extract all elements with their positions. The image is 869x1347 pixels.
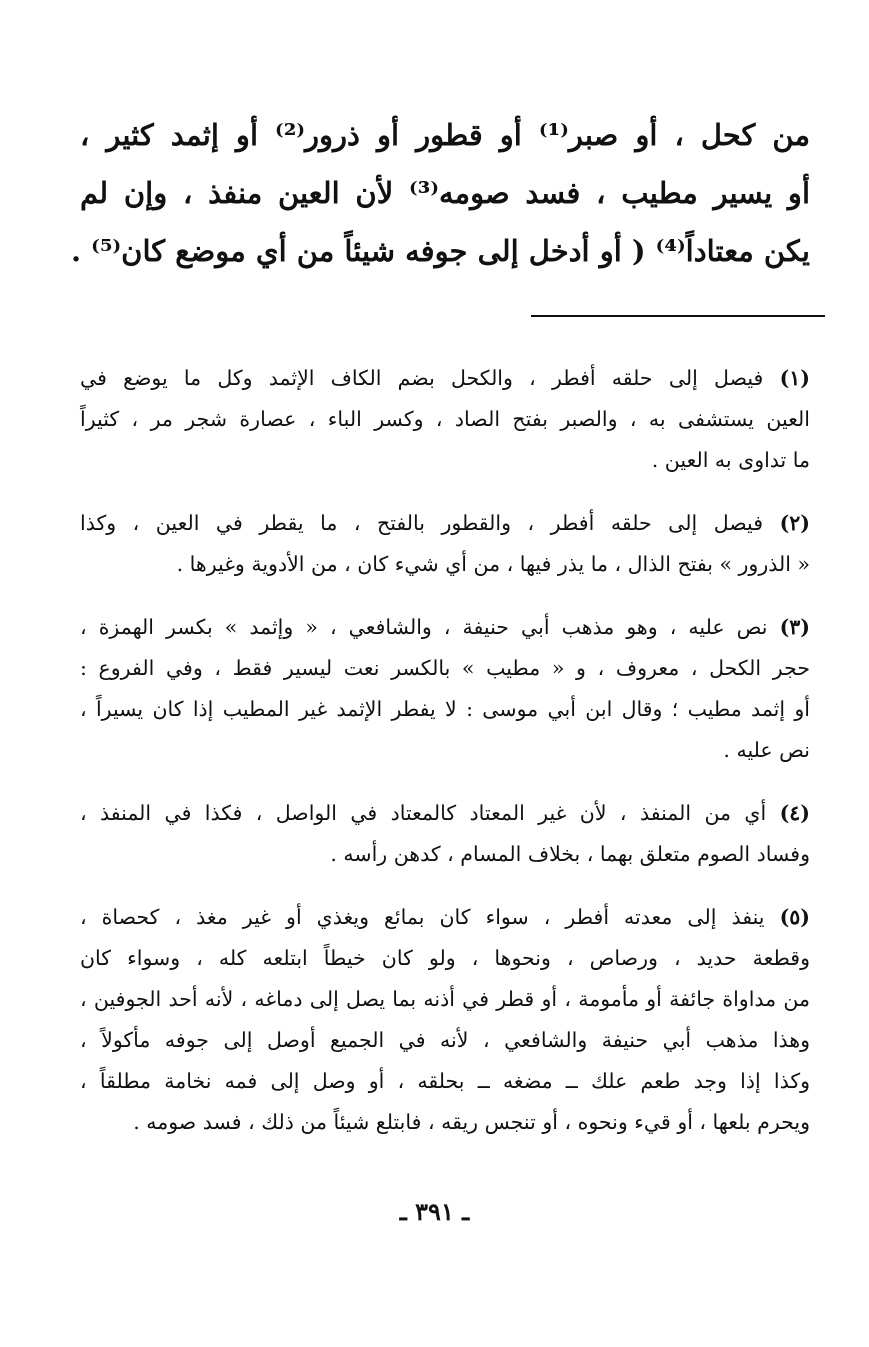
- footnote-line: نص عليه .: [723, 738, 810, 762]
- footnote-line: [80, 607, 810, 648]
- main-text: [70, 106, 810, 280]
- footnotes: [80, 358, 810, 1165]
- footnote-line: [80, 897, 810, 938]
- footnote-line: [80, 503, 810, 544]
- main-paragraph: [70, 106, 810, 280]
- footnote-line: من مداواة جائفة أو مأمومة ، أو قطر في أذنه بما يصل إلى دماغه ، لأنه أحد الجوفين ،: [80, 987, 810, 1011]
- footnote-line: ما تداوى به العين .: [651, 448, 810, 472]
- footnote-number: (٢): [779, 511, 810, 535]
- page-number: ـ ٣٩١ ـ: [399, 1197, 470, 1226]
- footnote-text: ينفذ إلى معدته أفطر ، سواء كان بمائع ويغذي أو غير مغذ ، كحصاة ،: [80, 905, 765, 929]
- footnote-number: (١): [779, 366, 810, 390]
- footnote-3: [80, 607, 810, 771]
- footnote-text: فيصل إلى حلقه أفطر ، والكحل بضم الكاف الإثمد وكل ما يوضع في: [80, 366, 764, 390]
- footnote-text: أي من المنفذ ، لأن غير المعتاد كالمعتاد في الواصل ، فكذا في المنفذ ،: [80, 801, 767, 825]
- footnote-line: وفساد الصوم متعلق بهما ، بخلاف المسام ، كدهن رأسه .: [330, 842, 810, 866]
- main-line: أو يسير مطيب ، فسد صومه⁽³⁾ لأن العين منفذ ، وإن لم: [80, 176, 810, 210]
- footnote-line: [80, 793, 810, 834]
- footnote-line: « الذرور » بفتح الذال ، ما يذر فيها ، من أي شيء كان ، من الأدوية وغيرها .: [176, 552, 810, 576]
- footnote-text: فيصل إلى حلقه أفطر ، والقطور بالفتح ، ما يقطر في العين ، وكذا: [80, 511, 764, 535]
- footnote-line: وهذا مذهب أبي حنيفة والشافعي ، لأنه في الجميع أوصل إلى جوفه مأكولاً ،: [80, 1028, 810, 1052]
- footnote-line: وقطعة حديد ، ورصاص ، ونحوها ، ولو كان خيطاً ابتلعه كله ، وسواء كان: [80, 946, 810, 970]
- main-line: من كحل ، أو صبر⁽¹⁾ أو قطور أو ذرور⁽²⁾ أو إثمد كثير ،: [80, 118, 810, 152]
- footnote-text: نص عليه ، وهو مذهب أبي حنيفة ، والشافعي ، « وإثمد » بكسر الهمزة ،: [80, 615, 768, 639]
- footnote-2: [80, 503, 810, 585]
- footnote-number: (٤): [779, 801, 810, 825]
- main-line: يكن معتاداً⁽⁴⁾ ( أو أدخل إلى جوفه شيئاً من أي موضع كان⁽⁵⁾ .: [70, 234, 810, 268]
- footnote-1: [80, 358, 810, 481]
- footnote-line: أو إثمد مطيب ؛ وقال ابن أبي موسى : لا يفطر الإثمد غير المطيب إذا كان يسيراً ،: [80, 697, 810, 721]
- footnote-number: (٣): [779, 615, 810, 639]
- footnote-5: [80, 897, 810, 1143]
- footnote-4: [80, 793, 810, 875]
- footnote-line: [80, 358, 810, 399]
- footnote-line: العين يستشفى به ، والصبر بفتح الصاد ، وكسر الباء ، عصارة شجر مر ، كثيراً: [80, 407, 810, 431]
- footnote-line: حجر الكحل ، معروف ، و « مطيب » بالكسر نعت ليسير فقط ، وفي الفروع :: [80, 656, 810, 680]
- footnote-number: (٥): [779, 905, 810, 929]
- footnote-separator: [531, 315, 825, 317]
- footnote-line: وكذا إذا وجد طعم علك ــ مضغه ــ بحلقه ، أو وصل إلى فمه نخامة مطلقاً ،: [80, 1069, 810, 1093]
- footnote-line: ويحرم بلعها ، أو قيء ونحوه ، أو تنجس ريقه ، فابتلع شيئاً من ذلك ، فسد صومه .: [133, 1110, 810, 1134]
